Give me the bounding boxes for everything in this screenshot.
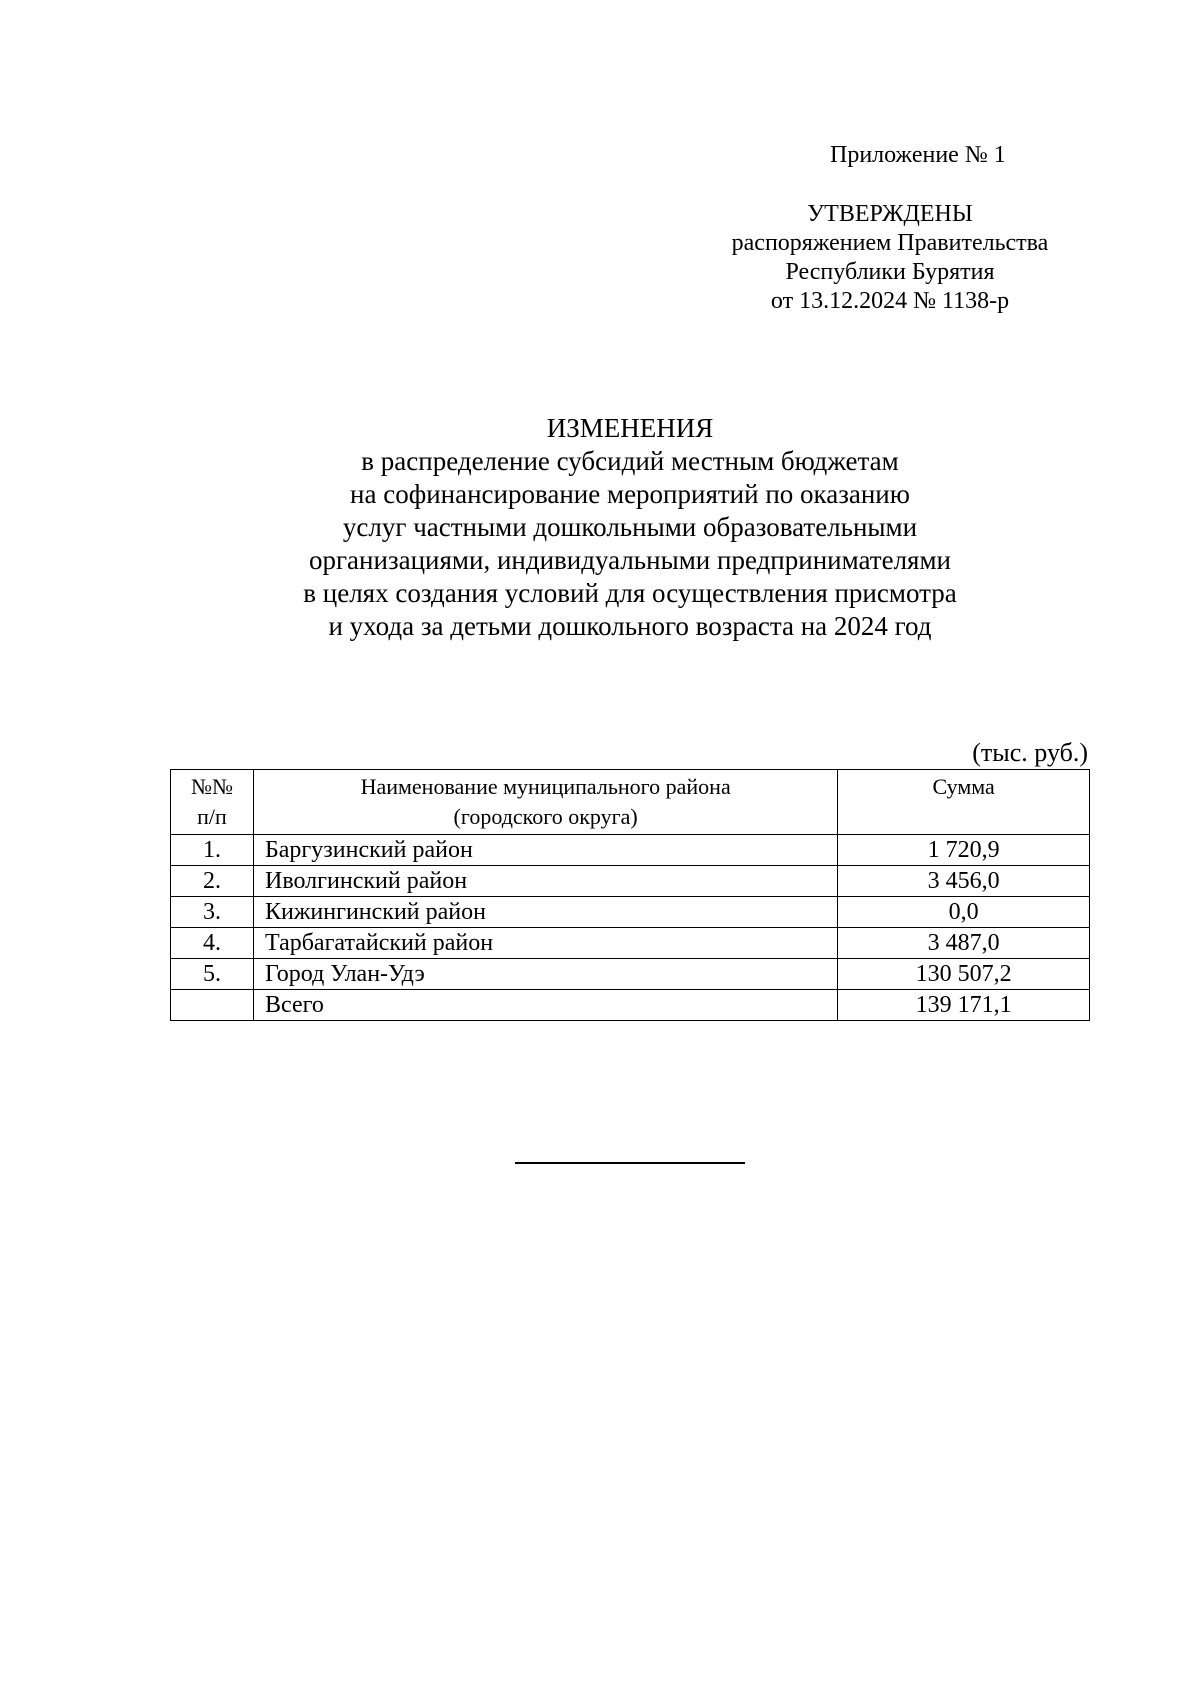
row-sum: 3 456,0 [838, 866, 1090, 897]
title-line-4: организациями, индивидуальными предпринимателями [308, 545, 951, 575]
row-sum: 0,0 [838, 897, 1090, 928]
row-district: Кижингинский район [254, 897, 838, 928]
table-row [171, 928, 1090, 959]
title-line-3: услуг частными дошкольными образовательными [342, 512, 918, 542]
title-line-5: в целях создания условий для осуществления присмотра [303, 578, 957, 608]
table-row [171, 959, 1090, 990]
units-label: (тыс. руб.) [972, 738, 1088, 767]
total-number [171, 990, 254, 1021]
title-line-2: на софинансирование мероприятий по оказанию [350, 479, 910, 509]
header-number [171, 770, 254, 835]
row-number: 4. [171, 928, 254, 959]
row-district: Баргузинский район [254, 835, 838, 866]
row-district: Тарбагатайский район [254, 928, 838, 959]
table-row [171, 897, 1090, 928]
row-number: 1. [171, 835, 254, 866]
closing-divider-line [515, 1162, 745, 1164]
header-number-line-1: №№ [191, 774, 233, 799]
approval-date-number: от 13.12.2024 № 1138-р [770, 288, 1010, 314]
header-number-line-2: п/п [197, 804, 227, 829]
header-name-line-1: Наименование муниципального района [360, 774, 731, 799]
row-sum: 3 487,0 [838, 928, 1090, 959]
row-number: 2. [171, 866, 254, 897]
row-sum: 130 507,2 [838, 959, 1090, 990]
subsidy-distribution-table [170, 769, 1090, 1021]
row-district: Город Улан-Удэ [254, 959, 838, 990]
table-row [171, 835, 1090, 866]
table-row [171, 866, 1090, 897]
table-total-row [171, 990, 1090, 1021]
appendix-label: Приложение № 1 [830, 142, 1006, 168]
title-line-1: в распределение субсидий местным бюджетам [361, 446, 899, 476]
approval-line-2: распоряжением Правительства [731, 230, 1049, 256]
total-label: Всего [254, 990, 838, 1021]
title-heading: ИЗМЕНЕНИЯ [546, 413, 714, 443]
total-sum: 139 171,1 [838, 990, 1090, 1021]
document-title [180, 412, 1080, 643]
header-district-name [254, 770, 838, 835]
header-sum: Сумма [838, 770, 1090, 835]
row-district: Иволгинский район [254, 866, 838, 897]
header-name-line-2: (городского округа) [453, 804, 638, 829]
row-sum: 1 720,9 [838, 835, 1090, 866]
approval-stamp [700, 200, 1080, 316]
row-number: 5. [171, 959, 254, 990]
table-header-row [171, 770, 1090, 835]
approval-heading: УТВЕРЖДЕНЫ [807, 201, 973, 227]
title-line-6: и ухода за детьми дошкольного возраста на 2024 год [328, 611, 932, 641]
approval-line-3: Республики Бурятия [785, 259, 995, 285]
row-number: 3. [171, 897, 254, 928]
